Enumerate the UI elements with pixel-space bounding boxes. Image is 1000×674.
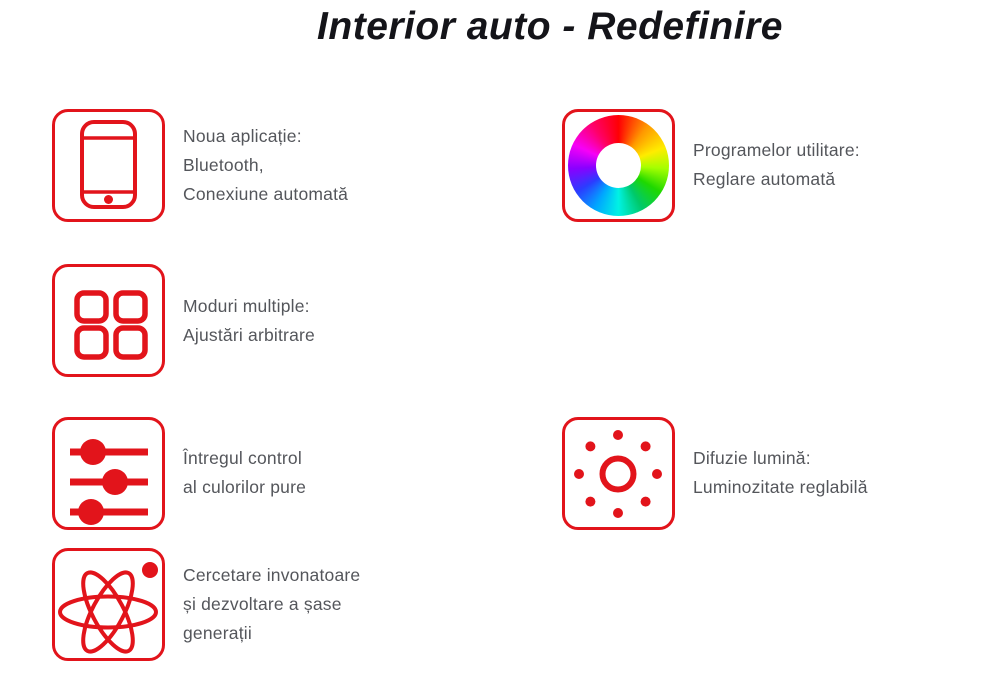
feature-light-diffusion [550, 398, 1000, 548]
feature-line: Bluetooth, [183, 154, 264, 175]
feature-line: și dezvoltare a șase [183, 594, 342, 614]
color-wheel-graphic [568, 115, 669, 216]
feature-new-app-text [183, 122, 348, 209]
feature-line: Moduri multiple: [183, 295, 310, 316]
features-section [0, 4, 1000, 661]
features-grid [0, 87, 1000, 661]
feature-research-text [183, 561, 360, 648]
feature-research [0, 548, 550, 661]
color-wheel-icon [562, 109, 675, 222]
feature-light-diffusion-text [693, 444, 868, 502]
feature-line: Difuzie lumină: [693, 448, 811, 468]
feature-utility-programs [550, 87, 1000, 243]
feature-line: al culorilor pure [183, 477, 307, 497]
feature-line: Cercetare invonatoare [183, 565, 361, 585]
brightness-icon [562, 417, 675, 530]
smartphone-icon [52, 109, 165, 222]
feature-line: Reglare automată [693, 169, 836, 189]
feature-line: Conexiune automată [183, 183, 349, 204]
sliders-icon [52, 417, 165, 530]
feature-new-app [0, 87, 550, 243]
feature-multiple-modes-text [183, 292, 315, 350]
feature-line: Programelor utilitare: [693, 140, 860, 160]
grid-modes-icon [52, 264, 165, 377]
feature-line: Întregul control [183, 448, 302, 468]
feature-line: generații [183, 623, 252, 643]
feature-multiple-modes [0, 243, 550, 398]
atom-icon [52, 548, 165, 661]
feature-color-control-text [183, 444, 306, 502]
page-title: Interior auto - Redefinire [317, 5, 783, 48]
feature-color-control [0, 398, 550, 548]
feature-line: Ajustări arbitrare [183, 324, 315, 345]
feature-line: Noua aplicație: [183, 125, 302, 146]
feature-line: Luminozitate reglabilă [693, 477, 868, 497]
feature-utility-programs-text [693, 136, 860, 194]
